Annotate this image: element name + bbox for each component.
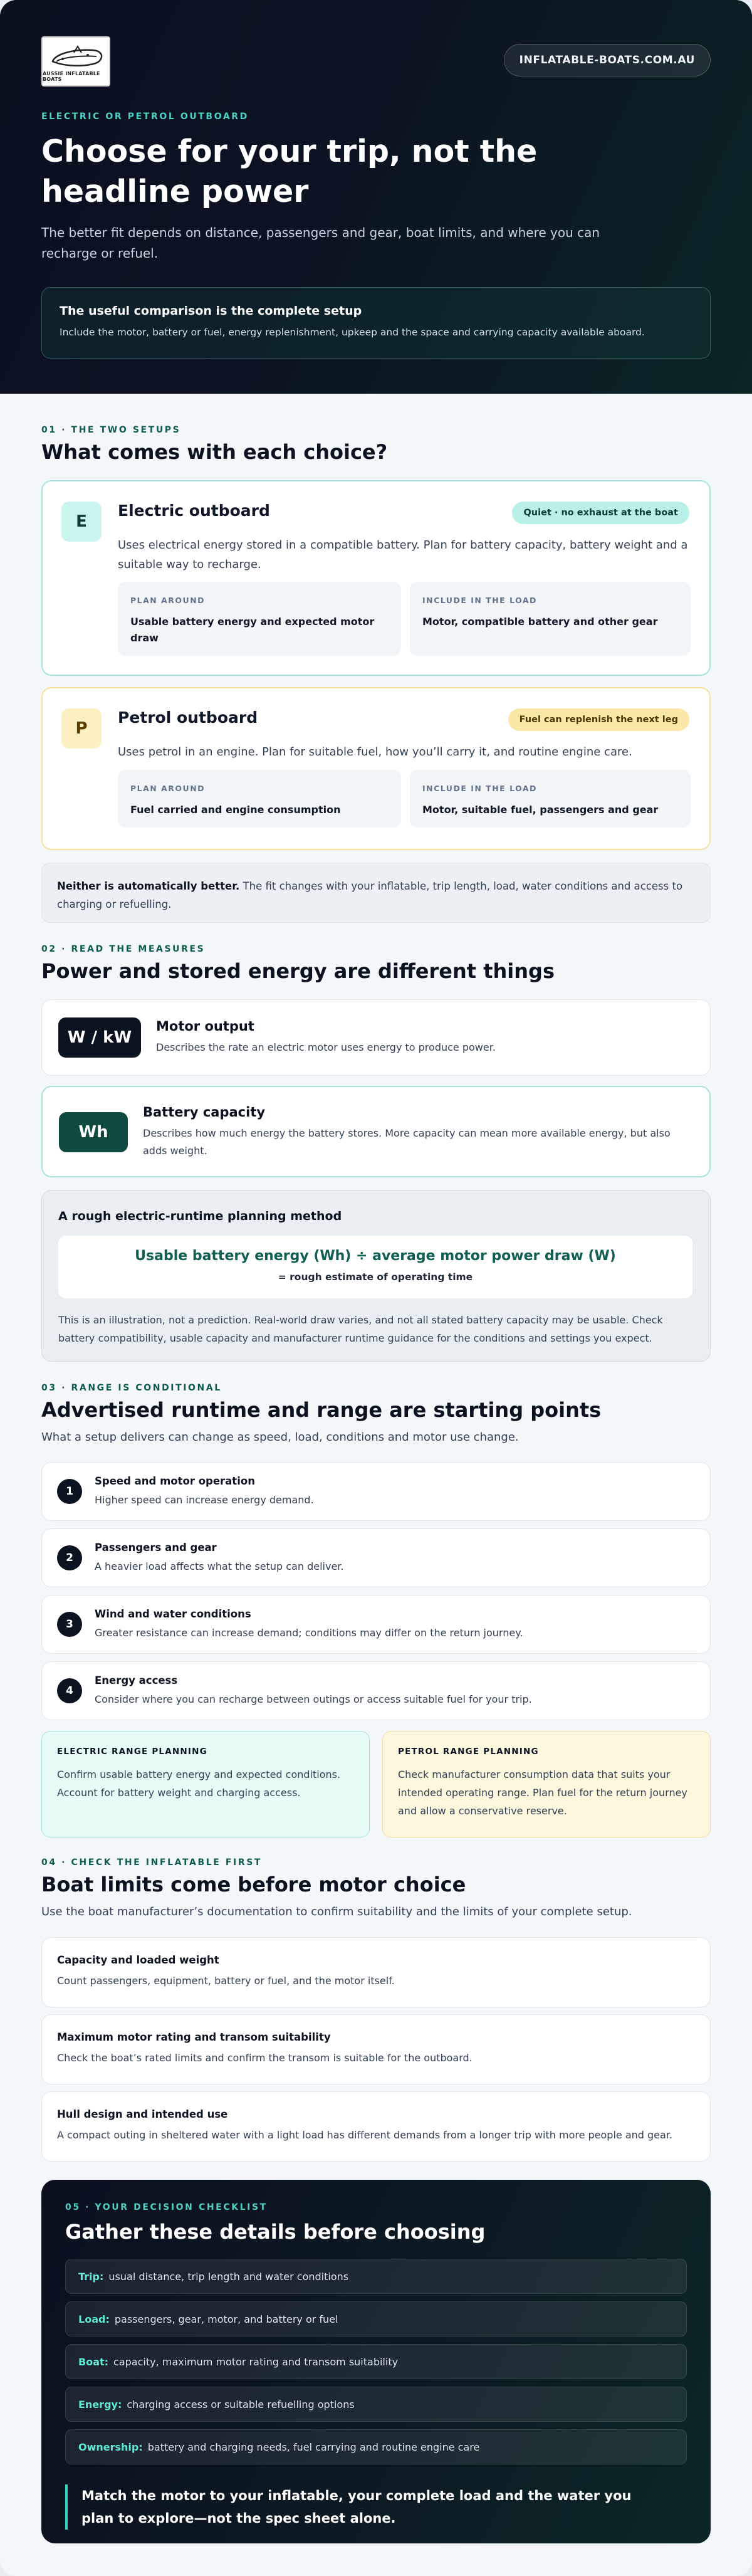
battery-capacity-card — [41, 1086, 711, 1177]
boat-logo-icon — [49, 43, 105, 74]
boat-limit-item — [41, 1937, 711, 2007]
electric-range-label: ELECTRIC RANGE PLANNING — [57, 1747, 207, 1757]
electric-range-planning — [41, 1731, 370, 1837]
site-link-button[interactable]: INFLATABLE-BOATS.COM.AU — [504, 44, 711, 76]
electric-range-text: Confirm usable battery energy and expected conditions. Account for battery weight and charging access. — [57, 1769, 341, 1799]
checklist-item-text: usual distance, trip length and water conditions — [108, 2270, 349, 2283]
electric-description: Uses electrical energy stored in a compatible battery. Plan for battery capacity, battery weight and a suitable way to recharge. — [118, 539, 688, 571]
factor-number: 3 — [57, 1612, 82, 1637]
checklist-item — [65, 2387, 687, 2422]
boat-limit-item — [41, 2014, 711, 2084]
hero-callout-title: The useful comparison is the complete setup — [60, 304, 362, 318]
motor-output-card — [41, 999, 711, 1076]
neither-better-note — [41, 863, 711, 923]
checklist-item-text: charging access or suitable refuelling options — [127, 2398, 355, 2410]
checklist-item-text: battery and charging needs, fuel carrying and routine engine care — [147, 2441, 480, 2453]
runtime-formula-result: = rough estimate of operating time — [278, 1271, 473, 1283]
checklist-item-label: Trip: — [78, 2270, 104, 2283]
checklist-item — [65, 2301, 687, 2337]
hero-section — [0, 0, 752, 394]
checklist-item — [65, 2259, 687, 2294]
petrol-plan-around — [118, 770, 401, 828]
hero-callout — [41, 287, 711, 359]
petrol-title: Petrol outboard — [118, 708, 258, 727]
factor-text: A heavier load affects what the setup can deliver. — [95, 1560, 344, 1572]
petrol-load-value: Motor, suitable fuel, passengers and gear — [422, 804, 659, 816]
petrol-load-label: INCLUDE IN THE LOAD — [422, 784, 537, 793]
electric-letter-badge: E — [61, 502, 102, 542]
runtime-method-box — [41, 1190, 711, 1362]
battery-capacity-title: Battery capacity — [143, 1105, 266, 1120]
electric-plan-around — [118, 582, 401, 656]
factor-title: Energy access — [95, 1674, 178, 1686]
section1-title: What comes with each choice? — [41, 440, 388, 464]
section1-kicker: 01 · THE TWO SETUPS — [41, 425, 181, 435]
checklist-item — [65, 2344, 687, 2379]
checklist-item-text: passengers, gear, motor, and battery or fuel — [114, 2313, 338, 2325]
motor-output-chip: W / kW — [58, 1017, 141, 1058]
checklist-item-label: Energy: — [78, 2398, 122, 2410]
factor-number: 4 — [57, 1678, 82, 1703]
section4-kicker: 04 · CHECK THE INFLATABLE FIRST — [41, 1858, 263, 1868]
electric-plan-label: PLAN AROUND — [130, 596, 206, 605]
note-bold: Neither is automatically better. — [57, 880, 240, 892]
runtime-formula: Usable battery energy (Wh) ÷ average motor power draw (W) — [135, 1248, 616, 1264]
factor-row — [41, 1661, 711, 1720]
section4-title: Boat limits come before motor choice — [41, 1873, 466, 1896]
runtime-method-title: A rough electric-runtime planning method — [58, 1209, 342, 1223]
electric-include-load — [410, 582, 691, 656]
checklist-kicker: 05 · YOUR DECISION CHECKLIST — [65, 2202, 268, 2212]
petrol-letter-badge: P — [61, 708, 102, 749]
formula-box — [58, 1236, 692, 1298]
electric-load-label: INCLUDE IN THE LOAD — [422, 596, 537, 605]
checklist-title: Gather these details before choosing — [65, 2220, 486, 2244]
hero-callout-text: Include the motor, battery or fuel, energy replenishment, upkeep and the space and carrying capacity available aboard. — [60, 327, 645, 338]
battery-capacity-chip: Wh — [59, 1112, 128, 1152]
boat-limit-item — [41, 2091, 711, 2162]
factor-title: Wind and water conditions — [95, 1608, 251, 1620]
petrol-tag-badge: Fuel can replenish the next leg — [508, 708, 689, 731]
limit-title: Hull design and intended use — [57, 2108, 228, 2120]
checklist-item-label: Ownership: — [78, 2441, 143, 2453]
runtime-method-note: This is an illustration, not a prediction. Real-world draw varies, and not all stated battery capacity may be usable. Check battery compatibility, usable capacity and manufacturer runtime guidance for the conditions and settings you expect. — [58, 1314, 663, 1344]
factor-number: 1 — [57, 1479, 82, 1504]
factor-number: 2 — [57, 1545, 82, 1570]
factor-title: Passengers and gear — [95, 1542, 217, 1553]
checklist-item-label: Boat: — [78, 2355, 109, 2368]
limit-text: Count passengers, equipment, battery or fuel, and the motor itself. — [57, 1975, 395, 1987]
motor-output-text: Describes the rate an electric motor uses energy to produce power. — [156, 1041, 496, 1053]
petrol-range-label: PETROL RANGE PLANNING — [398, 1747, 539, 1757]
electric-plan-value: Usable battery energy and expected motor draw — [130, 616, 375, 644]
section3-title: Advertised runtime and range are starting points — [41, 1398, 602, 1422]
factor-row — [41, 1462, 711, 1521]
site-logo[interactable] — [41, 36, 110, 87]
checklist-final-statement: Match the motor to your inflatable, your complete load and the water you plan to explore—not the spec sheet alone. — [65, 2484, 667, 2530]
section4-lede: Use the boat manufacturer’s documentation to confirm suitability and the limits of your complete setup. — [41, 1905, 632, 1918]
petrol-range-text: Check manufacturer consumption data that suits your intended operating range. Plan fuel for the return journey and allow a conservative reserve. — [398, 1769, 687, 1817]
factor-row — [41, 1595, 711, 1654]
section2-kicker: 02 · READ THE MEASURES — [41, 944, 206, 954]
limit-text: A compact outing in sheltered water with a light load has different demands from a longer trip with more people and gear. — [57, 2129, 673, 2141]
petrol-description: Uses petrol in an engine. Plan for suitable fuel, how you’ll carry it, and routine engine care. — [118, 745, 632, 759]
hero-subtitle: The better fit depends on distance, passengers and gear, boat limits, and where you can recharge or refuel. — [41, 225, 600, 261]
checklist-item-text: capacity, maximum motor rating and transom suitability — [113, 2355, 399, 2368]
factor-text: Consider where you can recharge between outings or access suitable fuel for your trip. — [95, 1693, 532, 1705]
petrol-range-planning — [382, 1731, 711, 1837]
battery-capacity-text: Describes how much energy the battery stores. More capacity can mean more available energy, but also adds weight. — [143, 1127, 671, 1157]
petrol-option-card — [41, 687, 711, 850]
section3-lede: What a setup delivers can change as speed, load, conditions and motor use change. — [41, 1431, 519, 1444]
limit-title: Capacity and loaded weight — [57, 1954, 219, 1966]
note-text: The fit changes with your inflatable, trip length, load, water conditions and access to charging or refuelling. — [57, 880, 683, 910]
petrol-include-load — [410, 770, 691, 828]
page-title: Choose for your trip, not the headline power — [41, 134, 538, 209]
factor-text: Higher speed can increase energy demand. — [95, 1494, 314, 1506]
decision-checklist — [41, 2180, 711, 2543]
section3-kicker: 03 · RANGE IS CONDITIONAL — [41, 1383, 222, 1393]
factor-title: Speed and motor operation — [95, 1475, 255, 1487]
electric-title: Electric outboard — [118, 502, 270, 520]
petrol-plan-label: PLAN AROUND — [130, 784, 206, 793]
electric-tag-badge: Quiet · no exhaust at the boat — [512, 502, 689, 524]
petrol-plan-value: Fuel carried and engine consumption — [130, 804, 341, 816]
section2-title: Power and stored energy are different things — [41, 959, 555, 983]
hero-kicker: ELECTRIC OR PETROL OUTBOARD — [41, 112, 249, 122]
motor-output-title: Motor output — [156, 1019, 254, 1034]
checklist-item — [65, 2429, 687, 2464]
checklist-item-label: Load: — [78, 2313, 110, 2325]
electric-load-value: Motor, compatible battery and other gear — [422, 616, 658, 628]
factor-row — [41, 1528, 711, 1587]
electric-option-card — [41, 480, 711, 676]
logo-text: AUSSIE INFLATABLE BOATS — [43, 71, 100, 82]
limit-title: Maximum motor rating and transom suitability — [57, 2031, 331, 2043]
factor-text: Greater resistance can increase demand; conditions may differ on the return journey. — [95, 1627, 523, 1639]
limit-text: Check the boat’s rated limits and confirm the transom is suitable for the outboard. — [57, 2052, 473, 2064]
